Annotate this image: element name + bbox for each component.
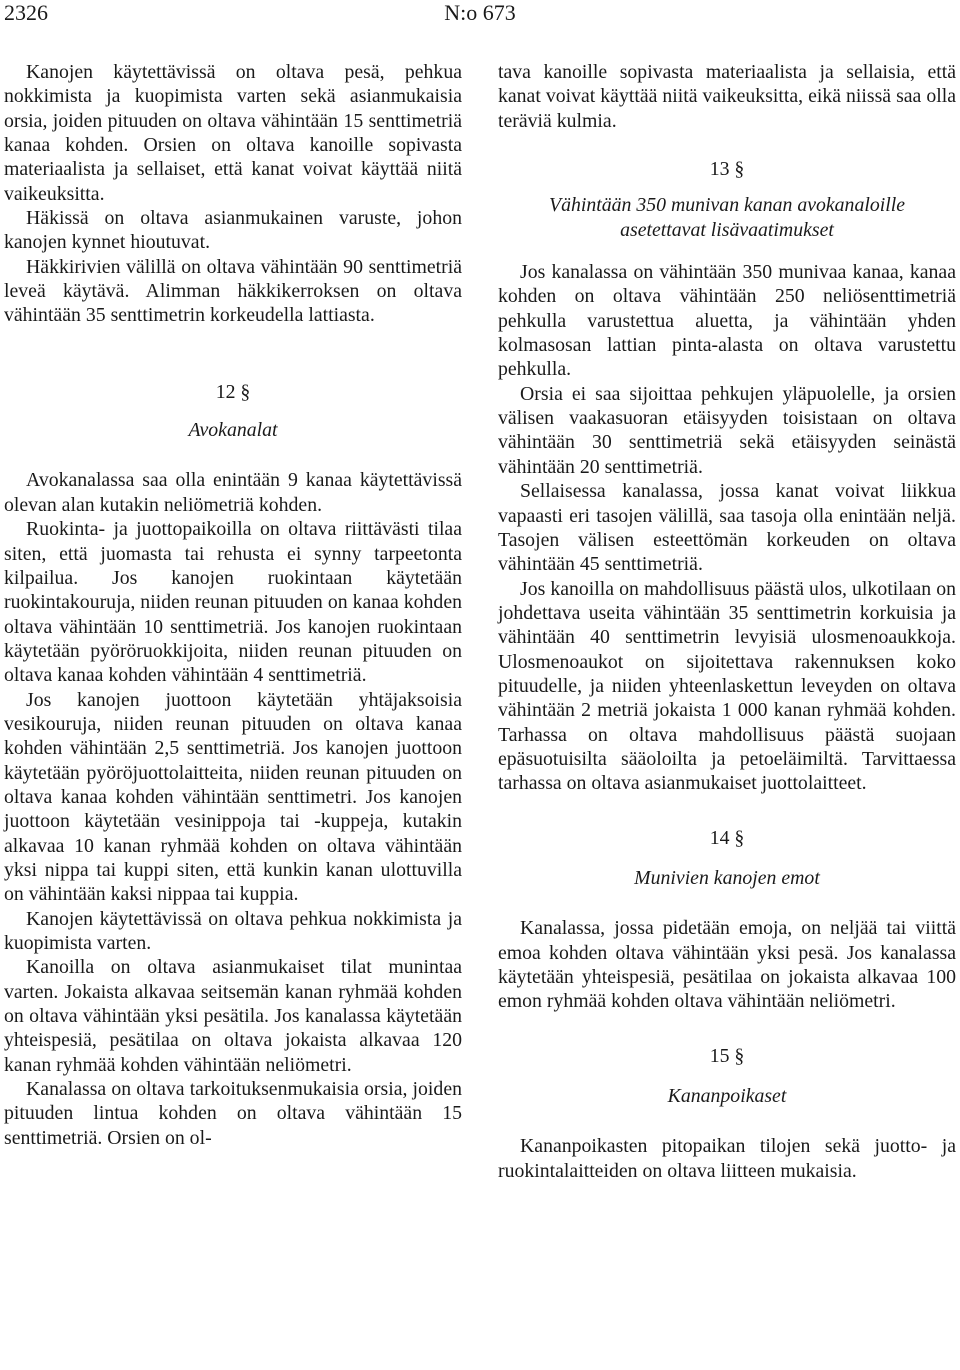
paragraph: Ruokinta- ja juottopaikoilla on oltava riittävästi tilaa siten, että juomasta tai rehusta ei synny tarpeetonta kilpailua. Jos kanojen ruokintaan käytetään ruokintakouruja, niiden reunan pituuden on kanaa kohden oltava vähintään 10 senttimetriä. Jos kanojen ruokintaan käytetään pyöröruokkijoita, niiden reunan pituuden on oltava kanaa kohden vähintään 4 senttimetriä. (4, 518, 462, 687)
section-title: Munivien kanojen emot (634, 866, 820, 889)
section-number: 13 § (709, 158, 745, 181)
section-title: Kananpoikaset (667, 1085, 787, 1108)
paragraph: Sellaisessa kanalassa, jossa kanat voivat liikkua vapaasti eri tasojen välillä, saa tasoja olla enintään neljä. Tasojen välisen esteettömän korkeuden on oltava vähintään 45 senttimetriä. (498, 480, 956, 576)
paragraph: Kanalassa on oltava tarkoituksenmukaisia orsia, joiden pituuden lintua kohden on oltava vähintään 15 senttimetriä. Orsien on ol- (4, 1078, 462, 1149)
section-title: Avokanalat (188, 419, 278, 442)
section-number: 15 § (709, 1044, 745, 1067)
paragraph: Kanojen käytettävissä on oltava pesä, pehkua nokkimista ja kuopimista varten sekä asianmukaisia orsia, joiden pituuden on oltava vähintään 15 senttimetriä kanaa kohden. Orsien on oltava kanoille sopivasta materiaalista ja sellaiset, että kanat voivat käyttää niitä vaikeuksitta. (4, 61, 462, 205)
paragraph: Jos kanalassa on vähintään 350 munivaa kanaa, kanaa kohden on oltava vähintään 250 neliösenttimetriä pehkulla varustettua aluetta, ja vähintään yhden kolmasosan lattian pinta-alasta on oltava varustettu pehkulla. (498, 261, 956, 381)
paragraph: Kanojen käytettävissä on oltava pehkua nokkimista ja kuopimista varten. (4, 907, 462, 954)
paragraph: Jos kanoilla on mahdollisuus päästä ulos, ulkotilaan on johdettava useita vähintään 35 senttimetrin korkuisia ja vähintään 40 senttimetrin levyisiä ulosmenoaukkoja. Ulosmenoaukot on sijoitettava rakennuksen koko pituudelle, ja niiden yhteenlaskettun leveyden on oltava vähintään 2 metriä jokaista 1 000 kanan ryhmää kohden. Tarhassa on oltava mahdollisuus päästä suojaan epäsuotuisilta sääoloilta ja petoeläimiltä. Tarvittaessa tarhassa on oltava asianmukaiset juottolaitteet. (498, 577, 956, 795)
section-title: Vähintään 350 munivan kanan avokanaloille (548, 194, 905, 217)
page-header (0, 0, 960, 32)
left-column (4, 60, 462, 1150)
section-title: asetettavat lisävaatimukset (620, 218, 834, 241)
paragraph: Kanalassa, jossa pidetään emoja, on neljää tai viittä emoa kohden oltava vähintään yksi pesä. Jos kanalassa käytetään yhteispesiä, pesätilaa on jokaista alkavaa 100 emon ryhmää kohden oltava vähintään neliömetri. (498, 917, 956, 1013)
paragraph: Kananpoikasten pitopaikan tilojen sekä juotto- ja ruokintalaitteiden on oltava liitteen mukaisia. (498, 1135, 956, 1182)
right-column (498, 60, 956, 1183)
paragraph: Kanoilla on oltava asianmukaiset tilat munintaa varten. Jokaista alkavaa seitsemän kanan ryhmää kohden on oltava vähintään yksi pesätila. Jos kanalassa käytetään yhteispesiä, pesätilaa on oltava jokaista alkavaa 120 kanan ryhmää kohden vähintään neliömetri. (4, 956, 462, 1076)
page-number: 2326 (4, 0, 48, 25)
paragraph: Häkkirivien välillä on oltava vähintään 90 senttimetriä leveä käytävä. Alimman häkkikerroksen on oltava vähintään 35 senttimetrin korkeudella lattiasta. (4, 255, 462, 327)
paragraph: tava kanoille sopivasta materiaalista ja sellaisia, että kanat voivat käyttää niitä vaikeuksitta, eikä niissä saa olla teräviä kulmia. (498, 61, 956, 132)
paragraph: Orsia ei saa sijoittaa pehkujen yläpuolelle, ja orsien välisen vaakasuoran etäisyyden toisistaan on oltava vähintään 30 senttimetriä sekä etäisyyden seinästä vähintään 20 senttimetriä. (498, 382, 956, 478)
section-number: 14 § (709, 826, 745, 849)
issue-number: N:o 673 (444, 0, 516, 25)
paragraph: Häkissä on oltava asianmukainen varuste, johon kanojen kynnet hioutuvat. (4, 207, 462, 254)
paragraph: Avokanalassa saa olla enintään 9 kanaa käytettävissä olevan alan kutakin neliömetriä kohden. (4, 469, 462, 516)
paragraph: Jos kanojen juottoon käytetään yhtäjaksoisia vesikouruja, niiden reunan pituuden on oltava kanaa kohden vähintään 2,5 senttimetriä. Jos kanojen juottoon käytetään pyöröjuottolaitteita, niiden reunan pituuden on oltava kanaa kohden vähintään senttimetri. Jos kanojen juottoon käytetään vesinippoja tai -kuppeja, kutakin alkavaa 10 kanan ryhmää kohden on oltava vähintään yksi nippa tai kuppi siten, että kunkin kanan ulottuvilla on vähintään kaksi nippaa tai kuppia. (4, 688, 462, 906)
section-number: 12 § (215, 380, 251, 403)
